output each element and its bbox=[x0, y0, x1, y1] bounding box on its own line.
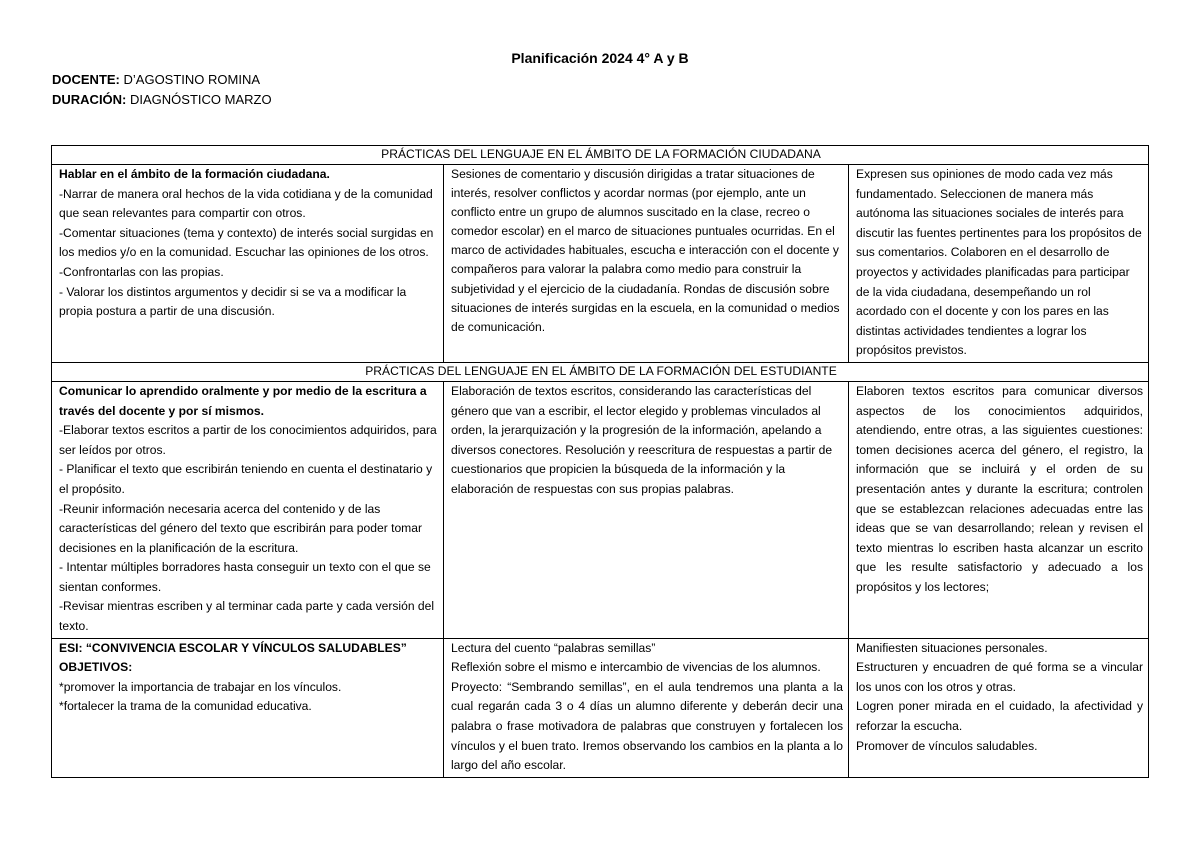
indicators-text: Elaboren textos escritos para comunicar diversos aspectos de los conocimientos adquiridos, atendiendo, entre otras, a las siguientes cuestiones: tomen decisiones acerca del género, el registro, la información que se incluirá y el orden de su presentación antes y durante la escritura; controlen que se establezcan relaciones adecuadas entre las ideas que se van desarrollando; relean y revisen el texto mientras lo escriben hasta alcanzar un escrito que les resulte satisfactorio y adecuado a los propósitos y los lectores; bbox=[856, 383, 1144, 594]
indicators-cell bbox=[849, 638, 1149, 777]
table-row bbox=[52, 638, 1149, 777]
paragraph: Logren poner mirada en el cuidado, la afectividad y reforzar la escucha. bbox=[856, 699, 1144, 734]
teacher-label: DOCENTE: bbox=[52, 72, 120, 87]
list-item: -Reunir información necesaria acerca del contenido y de las características del género del texto que escribirán para poder tomar decisiones en la planificación de la escritura. bbox=[59, 501, 423, 555]
activities-cell bbox=[444, 638, 849, 777]
section-header-row bbox=[52, 362, 1149, 381]
document-title: Planificación 2024 4° A y B bbox=[511, 50, 689, 66]
list-item: *fortalecer la trama de la comunidad educativa. bbox=[59, 699, 312, 714]
list-item: *promover la importancia de trabajar en los vínculos. bbox=[59, 679, 342, 694]
indicators-text: Expresen sus opiniones de modo cada vez más fundamentado. Seleccionen de manera más autónoma las situaciones sociales de interés para discutir las fuentes pertinentes para los propósitos de sus comentarios. Colaboren en el desarrollo de proyectos y actividades planificadas para participar de la vida ciudadana, desempeñando un rol acordado con el docente y con los pares en las distintas actividades tendientes a lograr los propósitos previstos. bbox=[856, 167, 1142, 358]
activities-cell bbox=[444, 165, 849, 363]
table-row bbox=[52, 165, 1149, 363]
activities-cell bbox=[444, 381, 849, 638]
contents-heading: Comunicar lo aprendido oralmente y por medio de la escritura a través del docente y por sí mismos. bbox=[59, 383, 427, 418]
section-header-row bbox=[52, 146, 1149, 165]
list-item: - Planificar el texto que escribirán teniendo en cuenta el destinatario y el propósito. bbox=[59, 462, 433, 496]
list-item: -Narrar de manera oral hechos de la vida cotidiana y de la comunidad que sean relevantes para compartir con otros. bbox=[59, 186, 433, 221]
duration-line bbox=[52, 92, 272, 107]
paragraph: Estructuren y encuadren de qué forma se a vincular los unos con los otros y otras. bbox=[856, 660, 1144, 694]
list-item: - Valorar los distintos argumentos y decidir si se va a modificar la propia postura a partir de una discusión. bbox=[59, 284, 407, 319]
indicators-cell bbox=[849, 381, 1149, 638]
indicators-cell bbox=[849, 165, 1149, 363]
contents-cell bbox=[52, 381, 444, 638]
esi-cell bbox=[52, 638, 444, 777]
paragraph: Manifiesten situaciones personales. bbox=[856, 640, 1048, 655]
section-header-student: PRÁCTICAS DEL LENGUAJE EN EL ÁMBITO DE LA FORMACIÓN DEL ESTUDIANTE bbox=[52, 362, 1149, 381]
duration-label: DURACIÓN: bbox=[52, 92, 127, 107]
activities-text: Elaboración de textos escritos, considerando las características del género que van a escribir, el lector elegido y problemas vinculados al orden, la jerarquización y la progresión de la información, apelando a diversos conectores. Resolución y reescritura de respuestas a partir de cuestionarios que propicien la búsqueda de la información y la elaboración de respuestas con sus propias palabras. bbox=[451, 383, 833, 496]
list-item: -Confrontarlas con las propias. bbox=[59, 264, 224, 279]
paragraph: Reflexión sobre el mismo e intercambio de vivencias de los alumnos. bbox=[451, 660, 821, 675]
planning-table bbox=[51, 145, 1149, 778]
list-item: - Intentar múltiples borradores hasta conseguir un texto con el que se sientan conformes. bbox=[59, 560, 431, 594]
section-header-citizenship: PRÁCTICAS DEL LENGUAJE EN EL ÁMBITO DE LA FORMACIÓN CIUDADANA bbox=[52, 146, 1149, 165]
list-item: -Comentar situaciones (tema y contexto) de interés social surgidas en los medios y/o en la comunidad. Escuchar las opiniones de los otros. bbox=[59, 225, 434, 260]
teacher-line bbox=[52, 72, 260, 87]
teacher-name: D’AGOSTINO ROMINA bbox=[123, 72, 261, 87]
objectives-label: OBJETIVOS: bbox=[59, 660, 133, 675]
list-item: -Revisar mientras escriben y al terminar cada parte y cada versión del texto. bbox=[59, 599, 435, 634]
table-row bbox=[52, 381, 1149, 638]
contents-heading: Hablar en el ámbito de la formación ciudadana. bbox=[59, 167, 330, 181]
list-item: -Elaborar textos escritos a partir de los conocimientos adquiridos, para ser leídos por otros. bbox=[59, 423, 437, 457]
duration-value: DIAGNÓSTICO MARZO bbox=[130, 92, 272, 107]
paragraph: Lectura del cuento “palabras semillas” bbox=[451, 640, 656, 655]
contents-cell bbox=[52, 165, 444, 363]
paragraph: Promover de vínculos saludables. bbox=[856, 738, 1038, 753]
esi-heading: ESI: “CONVIVENCIA ESCOLAR Y VÍNCULOS SALUDABLES” bbox=[59, 640, 407, 655]
activities-text: Sesiones de comentario y discusión dirigidas a tratar situaciones de interés, resolver conflictos y acordar normas (por ejemplo, ante un conflicto entre un grupo de alumnos suscitado en la clase, recreo o comedor escolar) en el marco de situaciones puntuales ocurridas. En el marco de actividades habituales, escucha e interacción con el docente y compañeros para valorar la palabra como medio para construir la subjetividad y el ejercicio de la ciudadanía. Rondas de discusión sobre situaciones de interés surgidas en la escuela, en la comunidad o medios de comunicación. bbox=[451, 167, 840, 334]
paragraph: Proyecto: “Sembrando semillas”, en el aula tendremos una planta a la cual regarán cada 3 o 4 días un alumno diferente y deberán decir una palabra o frase motivadora de palabras que construyen y fortalecen los vínculos y el buen trato. Iremos observando los cambios en la planta a lo largo del año escolar. bbox=[451, 679, 843, 773]
